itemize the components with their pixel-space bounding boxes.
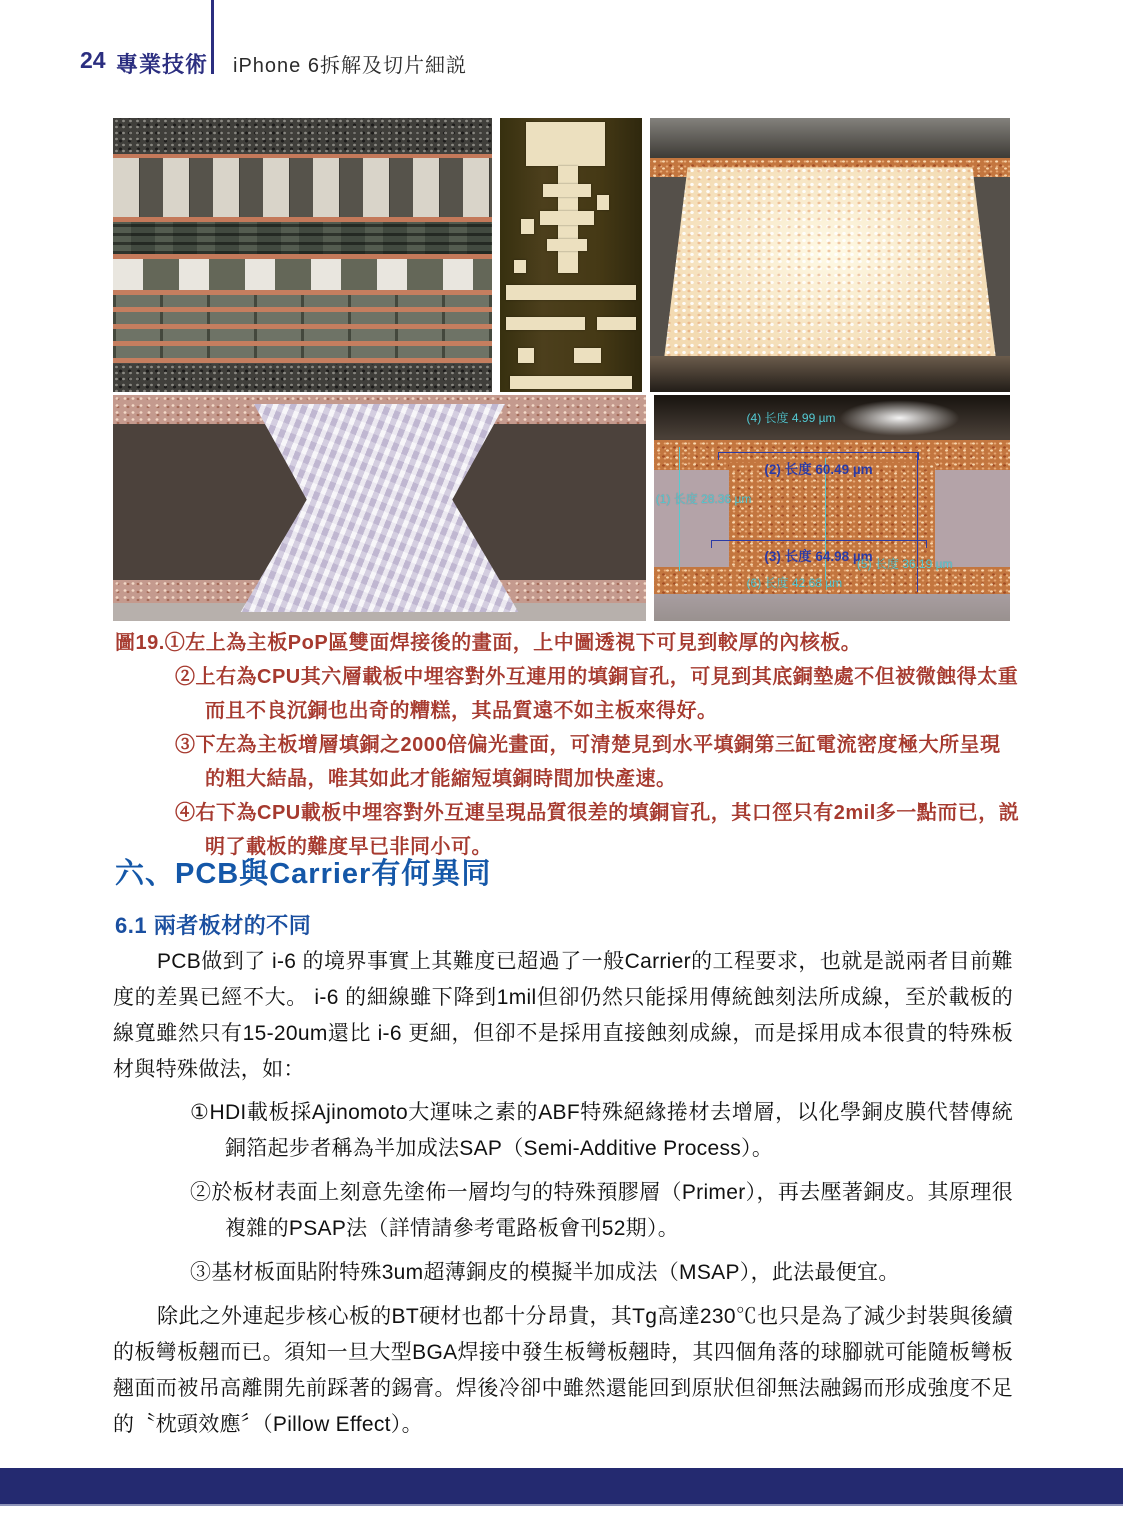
measure-line — [679, 447, 680, 571]
section-label: 專業技術 — [116, 52, 209, 77]
figure-19-caption — [115, 626, 1020, 864]
pad-dot — [514, 260, 525, 272]
pad-dot — [521, 219, 534, 234]
copper-trace-layers — [113, 290, 492, 364]
micrograph-filled-via-closeup — [650, 118, 1010, 392]
pad-dot — [574, 348, 601, 363]
texture-band — [113, 118, 492, 154]
header-divider — [211, 0, 214, 74]
list-item: ①HDI載板採Ajinomoto大運味之素的ABF特殊絕緣捲材去增層，以化學銅皮膜代替傳統銅箔起步者稱為半加成法SAP（Semi-Additive Process）。 — [190, 1101, 1013, 1160]
footer-band — [0, 1468, 1123, 1506]
via-flange — [547, 239, 587, 251]
measurement-label: (1) 长度 28.36 µm — [655, 491, 752, 506]
copper-band — [597, 317, 637, 331]
via-flange — [543, 184, 591, 198]
caption-line: 圖19.①左上為主板PoP區雙面焊接後的畫面，上中圖透視下可見到較厚的內核板。 — [115, 632, 862, 654]
caption-line: ④右下為CPU載板中埋容對外互連呈現品質很差的填銅盲孔，其口徑只有2mil多一點而已，説明了載板的難度早已非同小可。 — [175, 802, 1020, 858]
body-text — [113, 944, 1013, 1443]
via-flange — [540, 211, 594, 225]
copper-crystal-column — [214, 404, 544, 612]
measurement-label: (5) 长度 36.19 µm — [856, 557, 953, 572]
article-title: iPhone 6拆解及切片細説 — [233, 55, 467, 77]
micrograph-carrier-via-measured — [654, 395, 1010, 621]
texture-band — [650, 356, 1010, 392]
molding-band — [650, 118, 1010, 162]
micrograph-pop-solder-joints — [113, 118, 492, 392]
measurement-label: (6) 长度 42.68 µm — [746, 575, 843, 590]
caption-line: ②上右為CPU其六層載板中埋容對外互連用的填銅盲孔，可見到其底銅墊處不但被微蝕得太重而且不良沉銅也出奇的糟糕，其品質遠不如主板來得好。 — [175, 666, 1019, 722]
paragraph: 除此之外連起步核心板的BT硬材也都十分昂貴，其Tg高達230℃也只是為了減少封裝與後續的板彎板翹而已。須知一旦大型BGA焊接中發生板彎板翹時，其四個角落的球腳就可能隨板彎板翹面而被吊高離開先前踩著的錫膏。焊後冷卻中雖然還能回到原狀但卻無法融錫而形成強度不足的〝枕頭效應〞（Pillow Effect）。 — [113, 1305, 1013, 1436]
list-item: ③基材板面貼附特殊3um超薄銅皮的模擬半加成法（MSAP），此法最便宜。 — [190, 1261, 900, 1284]
numbered-list — [113, 1095, 1013, 1291]
solder-pad-row — [113, 259, 492, 290]
section-title: 六、PCB與Carrier有何異同 — [115, 858, 492, 890]
core-layer — [113, 222, 492, 255]
pad-dot — [597, 195, 610, 210]
figure-19-collage — [113, 118, 1010, 621]
substrate-strip — [654, 594, 1010, 621]
copper-band — [510, 376, 632, 390]
paragraph: PCB做到了 i-6 的境界事實上其難度已超過了一般Carrier的工程要求，也就是説兩者目前難度的差異已經不大。 i-6 的細線雖下降到1mil但卻仍然只能採用傳統蝕刻法所成線，至於載板的線寬雖然只有15-20um還比 i-6 更細，但卻不是採用直接蝕刻成線，而是採用成本很貴的特殊板材與特殊做法，如： — [113, 950, 1013, 1081]
micrograph-core-transparency — [500, 118, 642, 392]
copper-shape — [526, 122, 606, 166]
texture-band — [113, 364, 492, 392]
page-number: 24 — [80, 47, 106, 73]
caption-line: ③下左為主板增層填銅之2000倍偏光畫面，可清楚見到水平填銅第三缸電流密度極大所呈現的粗大結晶，唯其如此才能縮短填銅時間加快產速。 — [175, 734, 1001, 790]
copper-band — [506, 285, 637, 300]
measurement-label: (2) 长度 60.49 µm — [764, 462, 873, 478]
subsection-title: 6.1 兩者板材的不同 — [115, 913, 312, 938]
light-glare — [839, 400, 960, 436]
measurement-label: (4) 长度 4.99 µm — [746, 410, 836, 425]
pad-dot — [518, 348, 534, 363]
copper-fill — [664, 167, 995, 356]
measurement-label: (3) 长度 64.98 µm — [764, 549, 873, 565]
micrograph-polarized-copper-fill — [113, 395, 646, 621]
list-item: ②於板材表面上刻意先塗佈一層均勻的特殊預膠層（Primer），再去壓著銅皮。其原理很複雜的PSAP法（詳情請參考電路板會刊52期）。 — [190, 1181, 1013, 1240]
copper-band — [506, 317, 586, 331]
solder-pillar-row — [113, 158, 492, 217]
